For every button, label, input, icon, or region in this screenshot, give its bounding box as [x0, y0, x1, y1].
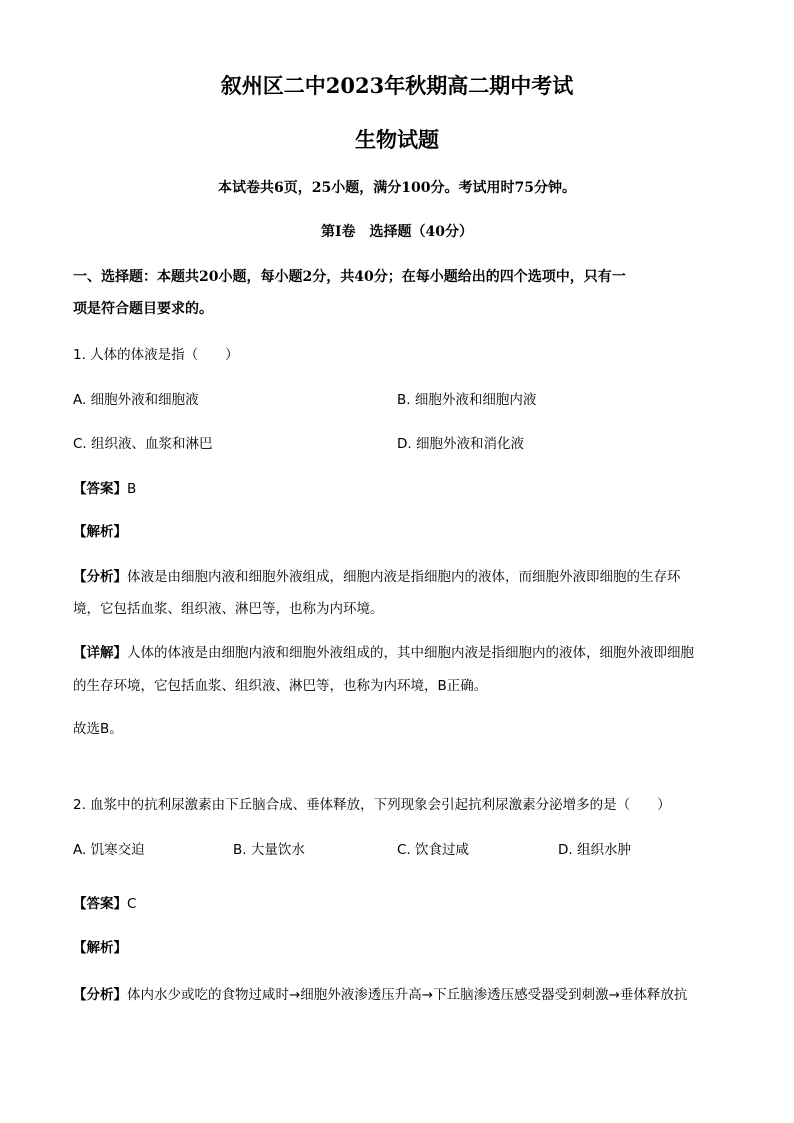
question-2-option-a: A. 饥寒交迫 [73, 842, 145, 858]
fenxi-tag: 【分析】 [73, 987, 127, 1003]
question-2-option-b: B. 大量饮水 [233, 842, 305, 858]
exam-title: 叙州区二中2023年秋期高二期中考试 [220, 73, 574, 98]
section-instruction-line2: 项是符合题目要求的。 [73, 301, 213, 317]
question-2-analysis-tag: 【解析】 [73, 940, 127, 956]
xiangjie-tag: 【详解】 [73, 645, 127, 661]
question-1-option-d: D. 细胞外液和消化液 [397, 436, 524, 452]
question-2-answer [73, 892, 136, 912]
question-1-fenxi-line1 [73, 565, 681, 585]
exam-info: 本试卷共6页，25小题，满分100分。考试用时75分钟。 [218, 180, 576, 196]
fenxi-tag: 【分析】 [73, 569, 127, 585]
question-1-conclusion: 故选B。 [73, 721, 123, 737]
question-1-option-b: B. 细胞外液和细胞内液 [397, 392, 537, 408]
question-2-option-d: D. 组织水肿 [558, 842, 631, 858]
answer-tag: 【答案】 [73, 481, 127, 497]
question-1-xiangjie-line2: 的生存环境，它包括血浆、组织液、淋巴等，也称为内环境，B正确。 [73, 678, 488, 694]
fenxi-text: 体液是由细胞内液和细胞外液组成，细胞内液是指细胞内的液体，而细胞外液即细胞的生存环 [127, 569, 681, 585]
part-heading: 第I卷 选择题（40分） [320, 224, 474, 240]
question-1-answer [73, 477, 136, 497]
question-2-stem: 2. 血浆中的抗利尿激素由下丘脑合成、垂体释放，下列现象会引起抗利尿激素分泌增多的是（ ） [73, 797, 671, 813]
section-instruction-line1: 一、选择题：本题共20小题，每小题2分，共40分；在每小题给出的四个选项中，只有一 [73, 269, 626, 285]
answer-value: C [127, 896, 137, 912]
question-1-analysis-tag: 【解析】 [73, 524, 127, 540]
answer-tag: 【答案】 [73, 896, 127, 912]
question-1-option-a: A. 细胞外液和细胞液 [73, 392, 199, 408]
question-1-fenxi-line2: 境，它包括血浆、组织液、淋巴等，也称为内环境。 [73, 601, 384, 617]
question-1-stem: 1. 人体的体液是指（ ） [73, 347, 239, 363]
question-1-option-c: C. 组织液、血浆和淋巴 [73, 436, 213, 452]
question-1-xiangjie-line1 [73, 641, 694, 661]
answer-value: B [127, 481, 137, 497]
question-2-option-c: C. 饮食过咸 [397, 842, 470, 858]
fenxi-text: 体内水少或吃的食物过咸时→细胞外液渗透压升高→下丘脑渗透压感受器受到刺激→垂体释放抗 [127, 987, 688, 1003]
xiangjie-text: 人体的体液是由细胞内液和细胞外液组成的，其中细胞内液是指细胞内的液体，细胞外液即细胞 [127, 645, 694, 661]
subject-title: 生物试题 [355, 127, 439, 152]
question-2-fenxi-line1 [73, 983, 687, 1003]
